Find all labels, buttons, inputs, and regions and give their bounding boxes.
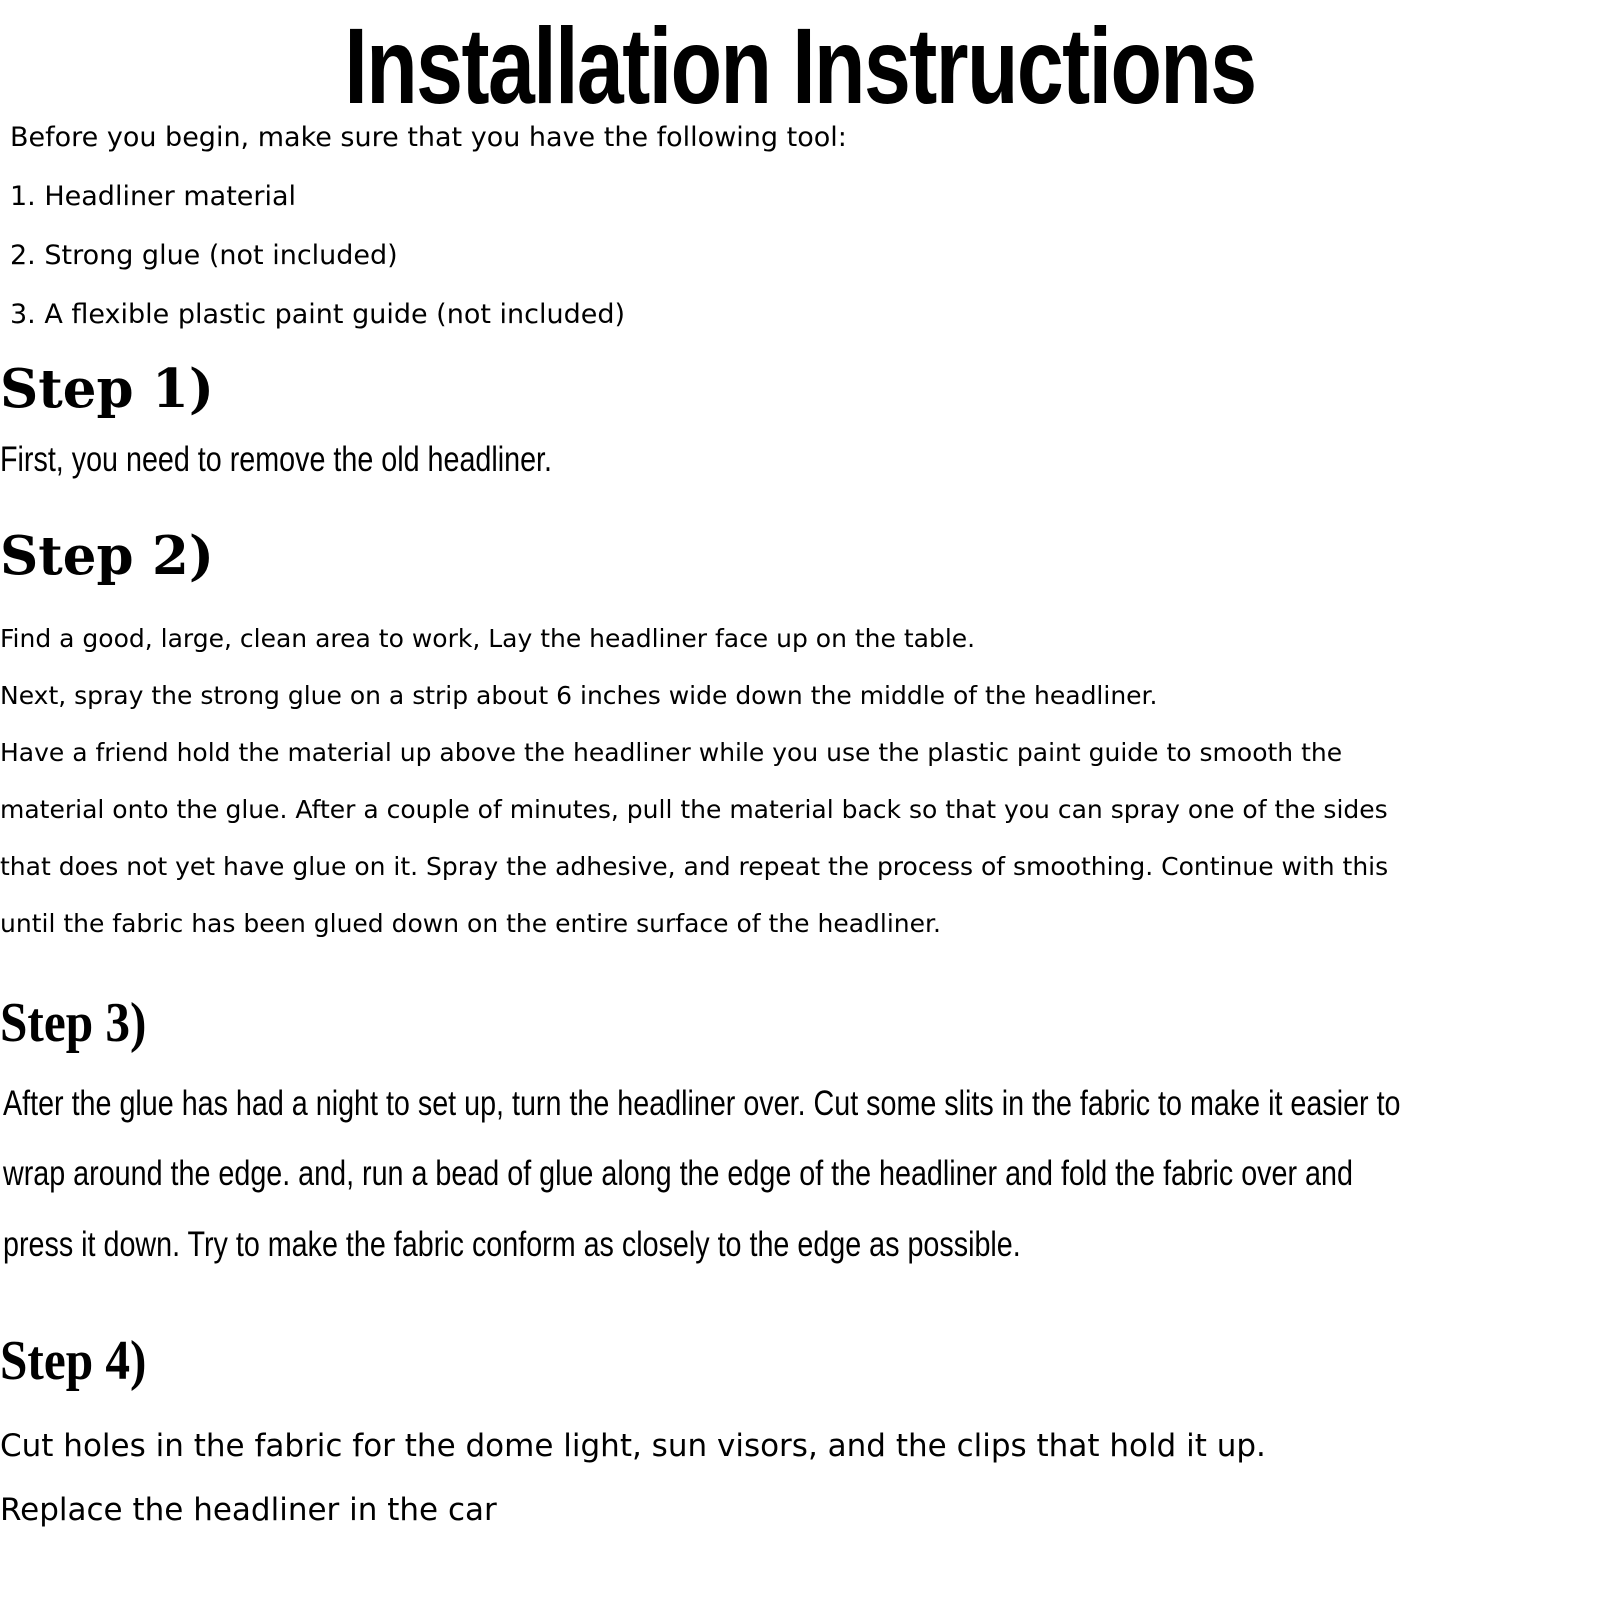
- step-1-text: First, you need to remove the old headliner.: [0, 440, 553, 479]
- step-3-line: press it down. Try to make the fabric conform as closely to the edge as possible.: [3, 1225, 1021, 1264]
- step-2-line: Next, spray the strong glue on a strip about 6 inches wide down the middle of the headliner.: [0, 681, 1158, 710]
- tool-item: 1. Headliner material: [10, 181, 297, 212]
- step-4-line: Replace the headliner in the car: [0, 1492, 497, 1528]
- step-4-heading: Step 4): [0, 1330, 147, 1392]
- tool-item: 3. A flexible plastic paint guide (not included): [10, 299, 626, 330]
- step-2-line: until the fabric has been glued down on the entire surface of the headliner.: [0, 909, 941, 938]
- step-3-line: wrap around the edge. and, run a bead of glue along the edge of the headliner and fold the fabric over and: [3, 1154, 1353, 1193]
- tool-item: 2. Strong glue (not included): [10, 240, 398, 271]
- intro-text: Before you begin, make sure that you have the following tool:: [10, 122, 847, 153]
- step-2-line: Have a friend hold the material up above the headliner while you use the plastic paint guide to smooth the: [0, 738, 1343, 767]
- step-2-line: material onto the glue. After a couple of minutes, pull the material back so that you can spray one of the sides: [0, 795, 1388, 824]
- step-4-line: Cut holes in the fabric for the dome light, sun visors, and the clips that hold it up.: [0, 1428, 1266, 1464]
- step-1-heading: Step 1): [0, 358, 214, 420]
- step-2-heading: Step 2): [0, 525, 214, 587]
- step-2-line: Find a good, large, clean area to work, Lay the headliner face up on the table.: [0, 624, 976, 653]
- step-3-heading: Step 3): [0, 992, 147, 1054]
- step-2-line: that does not yet have glue on it. Spray the adhesive, and repeat the process of smoothing. Continue with this: [0, 852, 1389, 881]
- step-3-line: After the glue has had a night to set up, turn the headliner over. Cut some slits in the fabric to make it easier to: [3, 1084, 1401, 1123]
- page-title: Installation Instructions: [344, 5, 1256, 126]
